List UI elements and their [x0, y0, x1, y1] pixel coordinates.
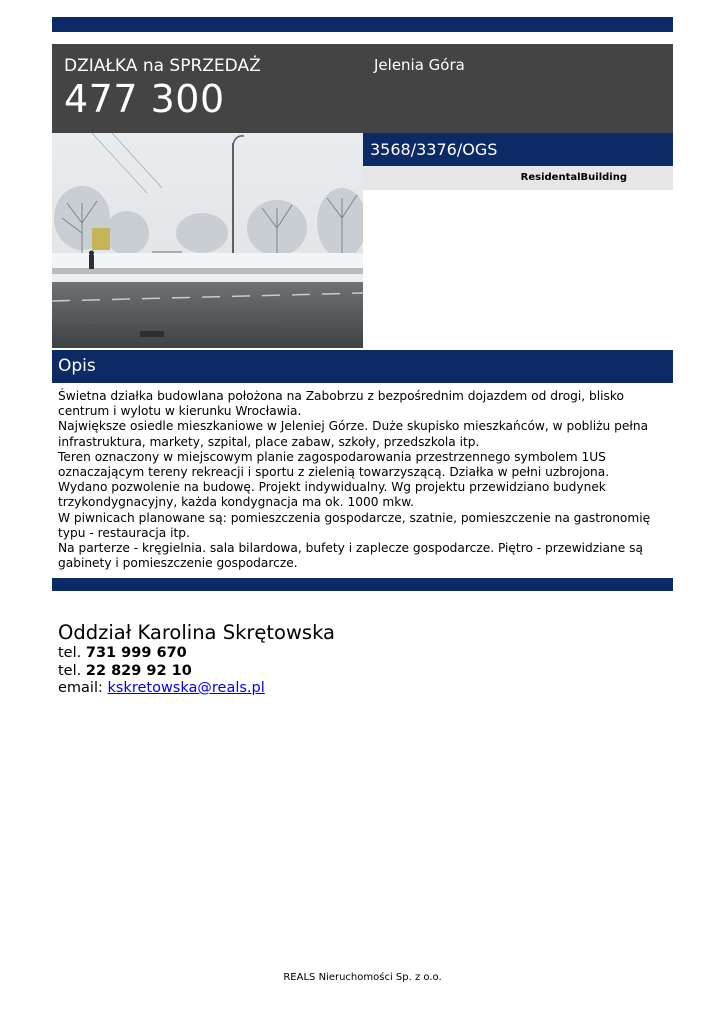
description-line: typu - restauracja itp. — [58, 525, 190, 540]
tel-label: tel. — [58, 662, 86, 679]
listing-price: 477 300 — [64, 77, 225, 121]
building-type: ResidentalBuilding — [520, 172, 627, 183]
description-line: W piwnicach planowane są: pomieszczenia gospodarcze, szatnie, pomieszczenie na gastronomię — [58, 510, 651, 525]
listing-type: DZIAŁKA na SPRZEDAŻ — [64, 56, 261, 76]
agent-name: Oddział Karolina Skrętowska — [58, 621, 335, 644]
description-line: gabinety i pomieszczenie gospodarcze. — [58, 556, 298, 571]
phone-line-2 — [58, 663, 335, 681]
reference-bar — [363, 133, 673, 166]
description-line: trzykondygnacyjny, każda kondygnacja ma ok. 1000 mkw. — [58, 495, 414, 510]
description-line: Na parterze - kręgielnia. sala bilardowa, bufety i zaplecze gospodarcze. Piętro - przewidziane są — [58, 541, 643, 556]
phone-number-1: 731 999 670 — [85, 645, 187, 661]
description-line: infrastruktura, markety, szpital, place zabaw, szkoły, przedszkola itp. — [58, 434, 480, 449]
footer-company: REALS Nieruchomości Sp. z o.o. — [283, 972, 442, 983]
email-label: email: — [58, 680, 108, 696]
description-text — [58, 389, 668, 571]
email-link[interactable]: kskretowska@reals.pl — [107, 680, 265, 696]
description-line: Teren oznaczony w miejscowym planie zagospodarowania przestrzennego symbolem 1US — [58, 449, 606, 464]
reference-number: 3568/3376/OGS — [370, 140, 498, 159]
bottom-accent-bar — [52, 578, 673, 591]
description-header — [52, 350, 673, 383]
property-photo — [52, 133, 363, 348]
description-line: oznaczającym tereny rekreacji i sportu z zielenią towarzyszącą. Działka w pełni uzbrojona. — [58, 465, 610, 480]
listing-city: Jelenia Góra — [374, 56, 465, 74]
agent-contact — [58, 621, 335, 698]
description-line: Świetna działka budowlana położona na Zabobrzu z bezpośrednim dojazdem od drogi, blisko — [58, 389, 624, 403]
listing-header — [52, 44, 673, 133]
email-line — [58, 680, 335, 698]
description-line: Wydano pozwolenie na budowę. Projekt indywidualny. Wg projektu przewidziano budynek — [58, 480, 606, 495]
top-accent-bar — [52, 17, 673, 32]
tel-label: tel. — [58, 645, 86, 661]
building-type-bar — [363, 166, 673, 190]
phone-number-2: 22 829 92 10 — [85, 662, 192, 679]
description-line: centrum i wylotu w kierunku Wrocławia. — [58, 404, 302, 419]
description-title: Opis — [58, 356, 96, 376]
description-line: Największe osiedle mieszkaniowe w Jeleniej Górze. Duże skupisko mieszkańców, w pobliżu pełna — [58, 419, 649, 434]
phone-line-1 — [58, 645, 335, 663]
